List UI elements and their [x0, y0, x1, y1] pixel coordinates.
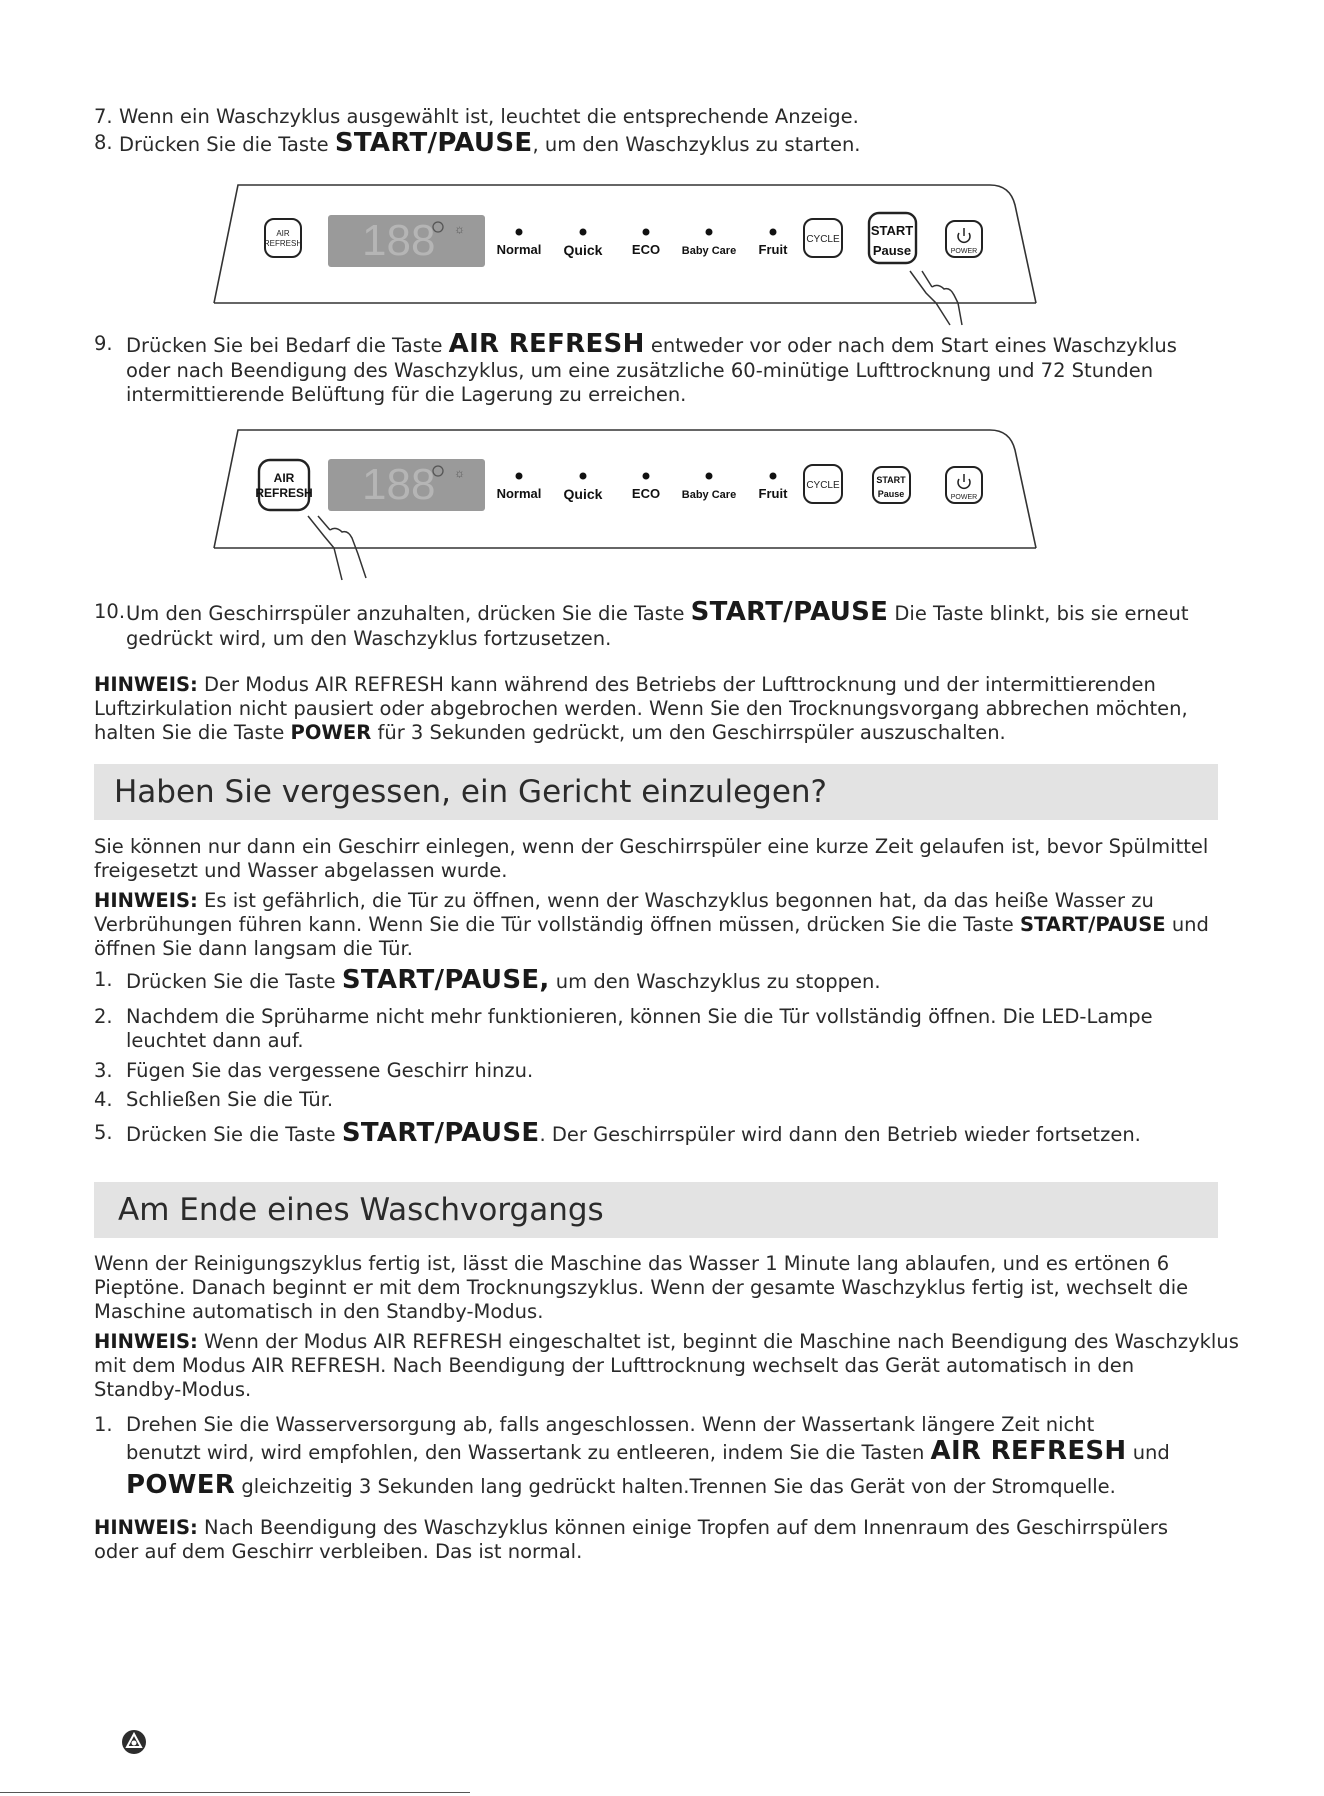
air-refresh-key-label: AIR REFRESH — [448, 329, 645, 359]
cycle-button — [804, 465, 842, 503]
sun-icon: ☼ — [454, 466, 465, 480]
svg-text:Baby Care: Baby Care — [681, 489, 737, 501]
step-text: gedrückt wird, um den Waschzyklus fortzusetzen. — [126, 627, 612, 650]
power-key-label: POWER — [126, 1470, 236, 1500]
note-air-refresh — [94, 673, 1224, 745]
list-item: 1. Drehen Sie die Wasserversorgung ab, falls angeschlossen. Wenn der Wassertank längere Zeit nicht benutzt wird, wird empfohlen, den Wassertank zu entleeren, indem Sie die Tasten AIR REFRESH und POWER gleichzeitig 3 Sekunden lang gedrückt halten.Trennen Sie das Gerät von der Stromquelle. — [94, 1413, 1170, 1500]
power-button — [946, 467, 982, 503]
brand-logo-icon — [120, 1728, 148, 1756]
cycle-button — [804, 219, 842, 257]
step-text: entweder vor oder nach dem Start eines Waschzyklus — [644, 334, 1177, 357]
note-text: Der Modus AIR REFRESH kann während des Betriebs der Lufttrocknung und der intermittierenden — [197, 673, 1156, 696]
lcd-display — [328, 459, 485, 511]
air-refresh-key-label: AIR REFRESH — [930, 1436, 1127, 1466]
svg-text:Pause: Pause — [877, 489, 905, 499]
note-label: HINWEIS: — [94, 673, 198, 696]
program-indicators — [497, 229, 789, 259]
step-text: Die Taste blinkt, bis sie erneut — [888, 602, 1189, 625]
svg-text:Pause: Pause — [872, 243, 912, 258]
control-panel-illustration-1 — [210, 175, 1040, 335]
step-number: 9. — [94, 332, 113, 355]
power-button — [946, 221, 982, 257]
step-text: Drücken Sie die Taste — [119, 133, 335, 156]
svg-text:Fruit: Fruit — [758, 486, 788, 501]
start-pause-button — [869, 213, 916, 263]
start-pause-key-label: START/PAUSE, — [341, 965, 550, 995]
svg-text:ECO: ECO — [631, 486, 661, 501]
svg-text:188: 188 — [362, 216, 436, 265]
step-9 — [94, 329, 1224, 412]
start-pause-key-label: START/PAUSE — [334, 128, 533, 158]
svg-text:START: START — [870, 223, 914, 238]
start-pause-key-label: START/PAUSE — [1019, 913, 1166, 936]
step-text: oder nach Beendigung des Waschzyklus, um eine zusätzliche 60-minütige Lufttrocknung und 72 Stunden — [126, 359, 1154, 382]
air-refresh-button — [264, 219, 302, 257]
step-text: intermittierende Belüftung für die Lagerung zu erreichen. — [126, 383, 687, 406]
svg-text:Normal: Normal — [496, 242, 542, 257]
svg-text:CYCLE: CYCLE — [806, 480, 840, 491]
section-title: Haben Sie vergessen, ein Gericht einzulegen? — [114, 774, 827, 810]
svg-text:REFRESH: REFRESH — [255, 486, 313, 500]
power-key-label: POWER — [290, 721, 372, 744]
start-pause-button — [873, 467, 910, 503]
note-text: für 3 Sekunden gedrückt, um den Geschirrspüler auszuschalten. — [371, 721, 1006, 744]
list-item: 2. Nachdem die Sprüharme nicht mehr funktionieren, können Sie die Tür vollständig öffnen. Die LED-Lampe leuchtet dann auf. — [94, 1005, 1153, 1052]
svg-text:188: 188 — [362, 460, 436, 509]
svg-text:AIR: AIR — [276, 229, 290, 238]
step-number: 10. — [94, 600, 126, 623]
note-text: halten Sie die Taste — [94, 721, 291, 744]
step-10 — [94, 597, 1224, 656]
program-indicators — [497, 473, 789, 503]
section-1-note: HINWEIS: Es ist gefährlich, die Tür zu öffnen, wenn der Waschzyklus begonnen hat, da das heiße Wasser zu Verbrühungen führen kann. Wenn Sie die Tür vollständig öffnen müssen, drücken Sie die Taste START/PAUSE und öffnen Sie dann langsam die Tür. — [94, 889, 1209, 960]
section-2-note: HINWEIS: Wenn der Modus AIR REFRESH eingeschaltet ist, beginnt die Maschine nach Beendigung des Waschzyklus mit dem Modus AIR REFRESH. Nach Beendigung der Lufttrocknung wechselt das Gerät automatisch in den Standby-Modus. — [94, 1330, 1239, 1401]
note-text: Luftzirkulation nicht pausiert oder abgebrochen werden. Wenn Sie den Trocknungsvorgang abbrechen möchten, — [94, 697, 1188, 720]
svg-text:ECO: ECO — [631, 242, 661, 257]
section-heading-end-of-wash — [94, 1182, 1218, 1238]
note-label: HINWEIS: — [94, 889, 198, 912]
note-label: HINWEIS: — [94, 1516, 198, 1539]
air-refresh-button — [255, 460, 312, 510]
svg-text:Quick: Quick — [563, 242, 603, 258]
svg-text:POWER: POWER — [950, 494, 978, 501]
step-number: 7. — [94, 105, 113, 128]
svg-text:AIR: AIR — [273, 471, 295, 485]
start-pause-key-label: START/PAUSE — [690, 597, 889, 627]
svg-text:Baby Care: Baby Care — [681, 245, 737, 257]
step-number: 8. — [94, 131, 113, 154]
svg-text:Quick: Quick — [563, 486, 603, 502]
step-text: Wenn ein Waschzyklus ausgewählt ist, leuchtet die entsprechende Anzeige. — [119, 105, 859, 128]
sun-icon: ☼ — [454, 222, 465, 236]
svg-text:POWER: POWER — [950, 248, 978, 255]
svg-text:START: START — [876, 475, 906, 485]
step-text: Drücken Sie bei Bedarf die Taste — [126, 334, 449, 357]
svg-text:REFRESH: REFRESH — [263, 239, 303, 248]
svg-text:Normal: Normal — [496, 486, 542, 501]
pointing-hand-icon — [910, 271, 962, 325]
footer-rule — [0, 1792, 470, 1793]
section-2-intro: Wenn der Reinigungszyklus fertig ist, lässt die Maschine das Wasser 1 Minute lang ablaufen, und es ertönen 6 Pieptöne. Danach beginnt er mit dem Trocknungszyklus. Wenn der gesamte Waschzyklus fertig ist, wechselt die Maschine automatisch in den Standby-Modus. — [94, 1252, 1189, 1323]
note-label: HINWEIS: — [94, 1330, 198, 1353]
control-panel-illustration-2 — [210, 420, 1040, 585]
svg-text:Fruit: Fruit — [758, 242, 788, 257]
section-1-intro: Sie können nur dann ein Geschirr einlegen, wenn der Geschirrspüler eine kurze Zeit gelaufen ist, bevor Spülmittel freigesetzt und Wasser abgelassen wurde. — [94, 835, 1209, 882]
step-text: , um den Waschzyklus zu starten. — [532, 133, 861, 156]
start-pause-key-label: START/PAUSE — [341, 1118, 540, 1148]
section-heading-forgot-dish — [94, 764, 1218, 820]
section-title: Am Ende eines Waschvorgangs — [118, 1192, 604, 1228]
svg-text:CYCLE: CYCLE — [806, 234, 840, 245]
lcd-display — [328, 215, 485, 267]
section-2-note-2: HINWEIS: Nach Beendigung des Waschzyklus können einige Tropfen auf dem Innenraum des Geschirrspülers oder auf dem Geschirr verbleiben. Das ist normal. — [94, 1516, 1169, 1563]
step-text: Um den Geschirrspüler anzuhalten, drücken Sie die Taste — [126, 602, 691, 625]
